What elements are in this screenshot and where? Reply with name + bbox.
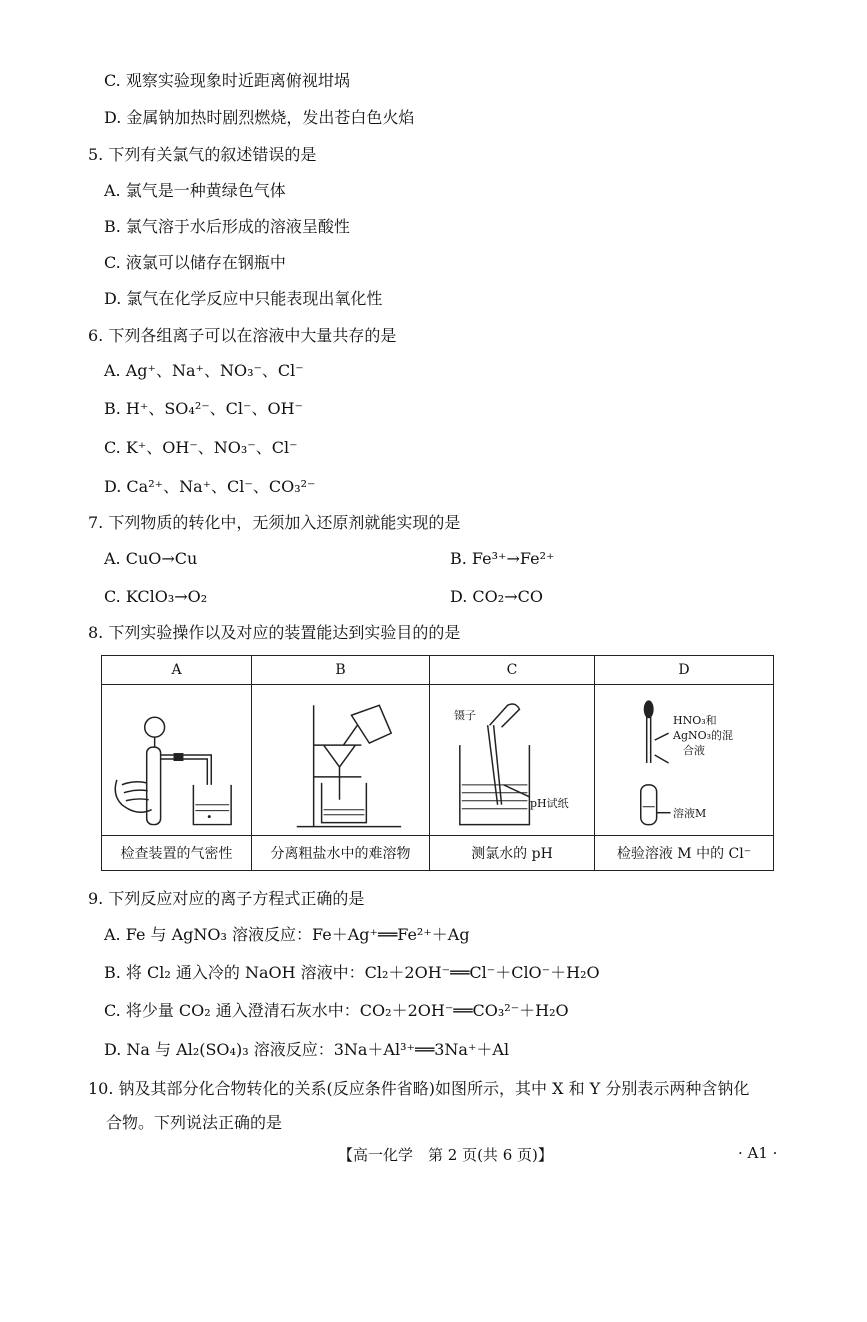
diagram-c-ph-test	[430, 685, 595, 836]
label-tweezers: 镊子	[454, 709, 476, 722]
q4-option-c: C. 观察实验现象时近距离俯视坩埚	[104, 71, 350, 90]
table-header-a: A	[102, 656, 252, 685]
label-reagent-line2: AgNO₃的混	[673, 729, 734, 742]
q7-option-a: A. CuO→Cu	[104, 549, 198, 568]
q9-option-a: A. Fe 与 AgNO₃ 溶液反应：Fe＋Ag⁺══Fe²⁺＋Ag	[104, 925, 470, 944]
q8-experiment-table	[101, 655, 774, 871]
q5-option-a: A. 氯气是一种黄绿色气体	[104, 181, 286, 200]
diagram-a-airtightness	[102, 685, 252, 836]
q5-option-d: D. 氯气在化学反应中只能表现出氧化性	[104, 289, 383, 308]
caption-b: 分离粗盐水中的难溶物	[252, 836, 430, 871]
label-reagent-block	[673, 713, 733, 758]
q5-option-b: B. 氯气溶于水后形成的溶液呈酸性	[104, 217, 350, 236]
q7-option-c: C. KClO₃→O₂	[104, 587, 208, 606]
q7-stem: 7. 下列物质的转化中，无须加入还原剂就能实现的是	[88, 513, 461, 532]
q10-stem-line1: 10. 钠及其部分化合物转化的关系(反应条件省略)如图所示，其中 X 和 Y 分别表示两种含钠化	[88, 1079, 750, 1098]
diagram-b-filtration	[252, 685, 430, 836]
caption-c: 测氯水的 pH	[430, 836, 595, 871]
label-reagent-line1: HNO₃和	[673, 714, 717, 727]
q9-option-d: D. Na 与 Al₂(SO₄)₃ 溶液反应：3Na＋Al³⁺══3Na⁺＋Al	[104, 1040, 510, 1059]
label-reagent-line3: 合液	[683, 744, 705, 757]
caption-a: 检查装置的气密性	[102, 836, 252, 871]
page-footer-title: 【高一化学 第 2 页(共 6 页)】	[338, 1146, 553, 1164]
q9-stem: 9. 下列反应对应的离子方程式正确的是	[88, 889, 365, 908]
q9-option-b: B. 将 Cl₂ 通入冷的 NaOH 溶液中：Cl₂＋2OH⁻══Cl⁻＋ClO⁻＋H₂O	[104, 963, 600, 982]
q7-option-b: B. Fe³⁺→Fe²⁺	[450, 549, 555, 568]
page-footer-code: · A1 ·	[738, 1144, 778, 1162]
q5-option-c: C. 液氯可以储存在钢瓶中	[104, 253, 286, 272]
q4-option-d: D. 金属钠加热时剧烈燃烧，发出苍白色火焰	[104, 108, 415, 127]
q6-option-a: A. Ag⁺、Na⁺、NO₃⁻、Cl⁻	[104, 361, 304, 380]
label-ph-paper: pH试纸	[530, 797, 569, 810]
label-solution-m: 溶液M	[673, 807, 707, 820]
q10-stem-line2: 合物。下列说法正确的是	[106, 1113, 283, 1132]
q7-option-d: D. CO₂→CO	[450, 587, 543, 606]
q6-option-b: B. H⁺、SO₄²⁻、Cl⁻、OH⁻	[104, 399, 304, 418]
q8-stem: 8. 下列实验操作以及对应的装置能达到实验目的的是	[88, 623, 461, 642]
table-header-c: C	[430, 656, 595, 685]
caption-d: 检验溶液 M 中的 Cl⁻	[595, 836, 774, 871]
airtightness-apparatus-illustration	[102, 685, 251, 835]
table-header-d: D	[595, 656, 774, 685]
table-header-b: B	[252, 656, 430, 685]
diagram-d-chloride-test	[595, 685, 774, 836]
q6-stem: 6. 下列各组离子可以在溶液中大量共存的是	[88, 326, 397, 345]
q9-option-c: C. 将少量 CO₂ 通入澄清石灰水中：CO₂＋2OH⁻══CO₃²⁻＋H₂O	[104, 1001, 569, 1020]
filtration-apparatus-illustration	[252, 685, 429, 835]
q5-stem: 5. 下列有关氯气的叙述错误的是	[88, 145, 317, 164]
q6-option-d: D. Ca²⁺、Na⁺、Cl⁻、CO₃²⁻	[104, 477, 316, 496]
q6-option-c: C. K⁺、OH⁻、NO₃⁻、Cl⁻	[104, 438, 298, 457]
